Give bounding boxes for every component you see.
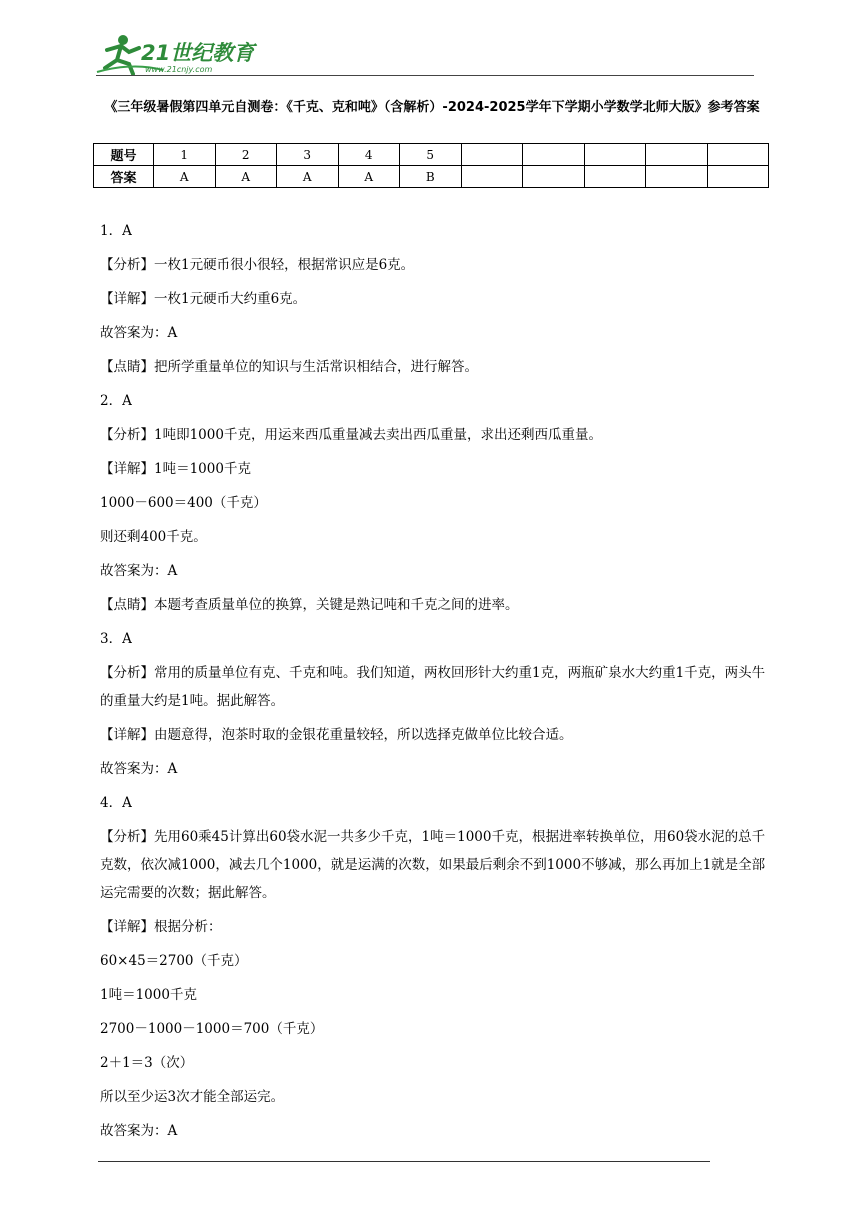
calculation-line: 所以至少运3次才能全部运完。 (100, 1089, 285, 1105)
calculation-line: 则还剩400千克。 (100, 529, 207, 545)
comment-paragraph: 【点睛】本题考查质量单位的换算，关键是熟记吨和千克之间的进率。 (100, 597, 519, 613)
solution-body (100, 214, 768, 1148)
question-number-cell: 5 (400, 144, 462, 166)
logo (93, 32, 263, 76)
question-number-cell (461, 144, 523, 166)
question-number-cell: 4 (338, 144, 400, 166)
question-number-cell (523, 144, 585, 166)
answer-heading: 4．A (100, 795, 132, 811)
answer-table-number-row (94, 144, 769, 166)
question-number-cell (646, 144, 708, 166)
answer-heading: 2．A (100, 393, 132, 409)
question-number-cell (584, 144, 646, 166)
question-number-cell: 2 (215, 144, 277, 166)
answer-heading: 1．A (100, 223, 132, 239)
detail-paragraph: 【详解】由题意得，泡茶时取的金银花重量较轻，所以选择克做单位比较合适。 (100, 727, 573, 743)
final-answer: 故答案为：A (100, 1123, 178, 1139)
footer-divider (98, 1161, 710, 1162)
answer-cell (523, 166, 585, 188)
answer-row-label: 答案 (94, 166, 154, 188)
comment-paragraph: 【点睛】把所学重量单位的知识与生活常识相结合，进行解答。 (100, 359, 478, 375)
detail-paragraph: 【详解】根据分析： (100, 919, 222, 935)
answer-heading: 3．A (100, 631, 132, 647)
analysis-paragraph: 【分析】一枚1元硬币很小很轻，根据常识应是6克。 (100, 257, 415, 273)
header-divider (96, 75, 754, 76)
answer-cell: A (215, 166, 277, 188)
answer-cell (707, 166, 769, 188)
question-number-cell (707, 144, 769, 166)
logo-text: 21世纪教育 (141, 41, 255, 65)
calculation-line: 2＋1＝3（次） (100, 1055, 194, 1071)
document-title: 《三年级暑假第四单元自测卷：《千克、克和吨》（含解析）-2024-2025学年下学期小学数学北师大版》参考答案 (104, 100, 760, 115)
final-answer: 故答案为：A (100, 325, 178, 341)
answer-cell (646, 166, 708, 188)
final-answer: 故答案为：A (100, 563, 178, 579)
answer-table-answer-row (94, 166, 769, 188)
calculation-line: 60×45＝2700（千克） (100, 953, 248, 969)
answer-cell: A (154, 166, 216, 188)
answer-table (93, 143, 769, 188)
analysis-paragraph: 【分析】1吨即1000千克，用运来西瓜重量减去卖出西瓜重量，求出还剩西瓜重量。 (100, 427, 602, 443)
answer-cell (584, 166, 646, 188)
calculation-line: 1吨＝1000千克 (100, 987, 197, 1003)
detail-paragraph: 【详解】1吨＝1000千克 (100, 461, 251, 477)
answer-cell: A (277, 166, 339, 188)
analysis-paragraph: 【分析】常用的质量单位有克、千克和吨。我们知道，两枚回形针大约重1克，两瓶矿泉水大约重1千克，两头牛的重量大约是1吨。据此解答。 (100, 665, 766, 709)
calculation-line: 1000－600＝400（千克） (100, 495, 267, 511)
question-number-cell: 3 (277, 144, 339, 166)
answer-cell: A (338, 166, 400, 188)
answer-cell (461, 166, 523, 188)
calculation-line: 2700－1000－1000＝700（千克） (100, 1021, 324, 1037)
analysis-paragraph: 【分析】先用60乘45计算出60袋水泥一共多少千克，1吨＝1000千克，根据进率转换单位，用60袋水泥的总千克数，依次减1000，减去几个1000，就是运满的次数，如果最后剩余不到1000不够减，那么再加上1就是全部运完需要的次数；据此解答。 (100, 829, 766, 901)
question-number-cell: 1 (154, 144, 216, 166)
detail-paragraph: 【详解】一枚1元硬币大约重6克。 (100, 291, 307, 307)
number-row-label: 题号 (94, 144, 154, 166)
answer-cell: B (400, 166, 462, 188)
final-answer: 故答案为：A (100, 761, 178, 777)
logo-url: www.21cnjy.com (145, 65, 213, 74)
